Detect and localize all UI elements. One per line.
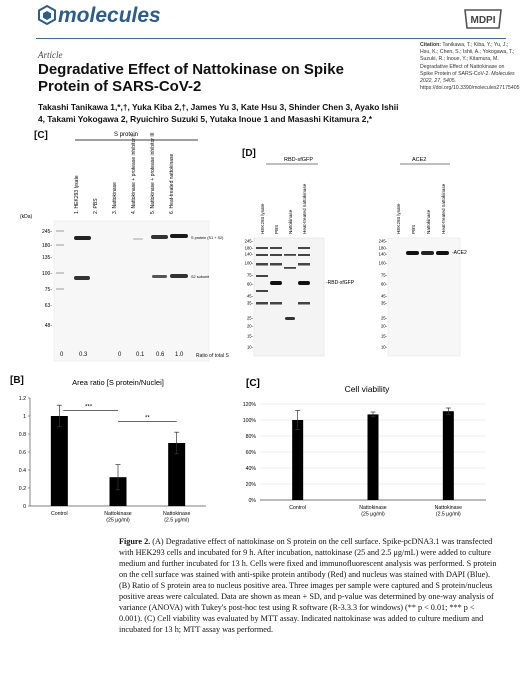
ace2-marker-6: 45- bbox=[380, 293, 387, 299]
category-label-1: Nattokinase (25 μg/ml) bbox=[359, 505, 387, 518]
rbd-lane-label-4: Heat-treated nattokinase bbox=[302, 183, 307, 234]
citation-text: Tanikawa, T.; Kiba, Y.; Yu, J.; Hsu, K.; Chen, S.; Ishii, A.; Yokogawa, T.; Suzuki, R.; Inoue, Y.; Kitamura, M. Degradative Effect of Nattokinase on Spike Protein of SARS-CoV-2. bbox=[420, 42, 515, 77]
kda-marker-5: 63- bbox=[44, 303, 52, 309]
kda-marker-1: 180- bbox=[41, 243, 52, 249]
publisher-logo bbox=[462, 8, 504, 30]
rbd-marker-10: 15- bbox=[246, 333, 253, 339]
kda-marker-4: 75- bbox=[44, 287, 52, 293]
band-lane5-s2 bbox=[152, 275, 167, 278]
header-rule bbox=[36, 38, 506, 39]
y-tick-label: 0.4 bbox=[18, 467, 26, 474]
y-tick-label: 0.6 bbox=[18, 449, 26, 456]
ratio-lane3: 0 bbox=[118, 352, 122, 358]
blot-lane-label-4: 4. Nattokinase + protease inhibitor I bbox=[131, 135, 137, 214]
y-tick-label: 0% bbox=[248, 497, 256, 504]
y-tick-label: 40% bbox=[245, 465, 256, 472]
caption-text: (A) Degradative effect of nattokinase on S protein on the cell surface. Spike-pcDNA3.1 was transfected with HEK293 cells and incubated for 9 h. After incubation, nattokinase (25 and 2.5 μg/mL) were added to culture medium and further incubated for 13 h. Cells were fixed and immunofluorescent analysis was performed. S protein on the cell surface was stained with anti-spike protein antibody (Red) and nucleus was stained with DAPI (Blue). (B) Ratio of S protein area to nucleus positive area. Three images per sample were captured and S protein/nucleus positive areas were calculated. Data are shown as mean + SD, and p-value was determined by one-way analysis of variance (ANOVA) with Tukey's post-hoc test using R software (R-3.3.3 for windows) (** p < 0.01; *** p < 0.001). (C) Cell viability was evaluated by MTT assay. Indicated nattokinase was added to culture medium and incubated for 13 h; MTT assay was performed. bbox=[119, 537, 497, 634]
ace2-marker-1: 180- bbox=[378, 245, 387, 251]
rbd-marker-3: 100- bbox=[244, 260, 253, 266]
journal-name: molecules bbox=[58, 4, 161, 27]
panel-c-western-blot bbox=[18, 128, 240, 364]
bar-1 bbox=[368, 414, 379, 500]
rbd-marker-4: 75- bbox=[246, 272, 253, 278]
ace2-marker-0: 245- bbox=[378, 238, 387, 244]
rbd-band-label: -RBD-sfGFP bbox=[326, 280, 355, 286]
kda-marker-6: 48- bbox=[44, 323, 52, 329]
s-protein-group-label: S protein bbox=[114, 132, 139, 138]
ace2-marker-9: 20- bbox=[380, 323, 387, 329]
blot-lane-label-3: 3. Nattokinase bbox=[112, 182, 118, 214]
svg-text:MDPI: MDPI bbox=[470, 15, 496, 26]
y-tick-label: 0.8 bbox=[18, 431, 26, 438]
y-tick-label: 60% bbox=[245, 449, 256, 456]
ace2-band-pbs bbox=[406, 251, 419, 255]
ace2-marker-10: 15- bbox=[380, 333, 387, 339]
ace2-marker-11: 10- bbox=[380, 344, 387, 350]
band-lane2-s2 bbox=[74, 276, 90, 280]
ace2-lane-label-3: Nattokinase bbox=[426, 209, 431, 234]
ratio-lane6: 1.0 bbox=[175, 352, 184, 358]
rbd-marker-6: 45- bbox=[246, 293, 253, 299]
article-type: Article bbox=[38, 50, 63, 60]
band-lane6-full-s bbox=[170, 234, 188, 238]
y-tick-label: 20% bbox=[245, 481, 256, 488]
citation-label: Citation: bbox=[420, 42, 442, 48]
rbd-degraded-band bbox=[285, 317, 295, 320]
blot-lane-label-2: 2. PBS bbox=[93, 198, 99, 214]
ace2-membrane bbox=[388, 238, 460, 356]
panel-d-western-blots bbox=[240, 150, 510, 360]
ratio-lane1: 0 bbox=[60, 352, 64, 358]
bar-2 bbox=[443, 411, 454, 500]
kda-marker-3: 100- bbox=[41, 271, 52, 277]
y-tick-label: 100% bbox=[242, 417, 256, 424]
ace2-marker-3: 100- bbox=[378, 260, 387, 266]
y-tick-label: 120% bbox=[242, 401, 256, 408]
rbd-marker-5: 60- bbox=[246, 281, 253, 287]
y-tick-label: 1 bbox=[23, 413, 26, 420]
journal-logo-icon bbox=[38, 5, 56, 25]
band-lane2-full-s bbox=[74, 236, 91, 240]
ratio-label: Ratio of total S bbox=[196, 353, 229, 359]
bar-0 bbox=[51, 416, 68, 506]
ratio-lane2: 0.3 bbox=[79, 352, 88, 358]
panel-b-letter: [B] bbox=[10, 375, 24, 386]
ace2-lane-label-4: Heat-treated nattokinase bbox=[441, 183, 446, 234]
rbd-band-heat bbox=[298, 281, 310, 285]
kda-marker-2: 135- bbox=[41, 255, 52, 261]
panel-d-letter: [D] bbox=[242, 148, 256, 159]
category-label-0: Control bbox=[50, 511, 68, 517]
ace2-marker-2: 140- bbox=[378, 251, 387, 257]
ace2-band-natto bbox=[421, 251, 434, 255]
kda-label: (kDa) bbox=[20, 214, 33, 220]
ace2-lane-label-1: HEK293 lysate bbox=[396, 203, 401, 234]
panel-c-blot-letter: [C] bbox=[34, 130, 48, 141]
y-tick-label: 80% bbox=[245, 433, 256, 440]
rbd-lane-label-3: Nattokinase bbox=[288, 209, 293, 234]
significance-mark-2: ** bbox=[144, 415, 150, 422]
rbd-marker-0: 245- bbox=[244, 238, 253, 244]
category-label-1: Nattokinase (25 μg/ml) bbox=[104, 511, 132, 524]
chart-title: Cell viability bbox=[344, 384, 390, 394]
rbd-marker-11: 10- bbox=[246, 344, 253, 350]
ratio-lane5: 0.6 bbox=[156, 352, 165, 358]
y-tick-label: 0 bbox=[23, 503, 26, 510]
s2-band-label: S2 subunit bbox=[191, 275, 209, 279]
ace2-marker-7: 35- bbox=[380, 300, 387, 306]
category-label-2: Nattokinase (2.5 μg/ml) bbox=[162, 511, 191, 524]
ace2-group-label: ACE2 bbox=[412, 157, 427, 163]
area-ratio-chart bbox=[8, 372, 218, 532]
rbd-marker-8: 25- bbox=[246, 315, 253, 321]
rbd-marker-7: 35- bbox=[246, 300, 253, 306]
ratio-row bbox=[18, 352, 248, 362]
band-lane5-full-s bbox=[151, 235, 168, 239]
band-lane6-s2 bbox=[170, 274, 188, 278]
rbd-lane-label-1: HEK293 lysate bbox=[260, 203, 265, 234]
rbd-marker-2: 140- bbox=[244, 251, 253, 257]
rbd-band-pbs bbox=[270, 281, 282, 285]
ace2-lane-label-2: PBS bbox=[411, 224, 416, 234]
ratio-lane4: 0.1 bbox=[136, 352, 145, 358]
blot-membrane bbox=[54, 221, 209, 361]
rbd-lane-label-2: PBS bbox=[274, 224, 279, 234]
citation-doi[interactable]: https://doi.org/10.3390/molecules27175405 bbox=[420, 85, 520, 92]
rbd-marker-1: 180- bbox=[244, 245, 253, 251]
figure-label: Figure 2. bbox=[119, 537, 151, 546]
ace2-marker-8: 25- bbox=[380, 315, 387, 321]
blot-lane-label-5: 5. Nattokinase + protease inhibitor III bbox=[150, 132, 156, 214]
blot-lane-label-1: 1. HEK293 lysate bbox=[74, 175, 80, 214]
band-lane4-faint bbox=[133, 238, 143, 240]
article-title: Degradative Effect of Nattokinase on Spike Protein of SARS-CoV-2 bbox=[38, 61, 344, 95]
s-full-band-label: S protein (S1 + S2) bbox=[191, 236, 224, 240]
author-list: Takashi Tanikawa 1,*,†, Yuka Kiba 2,†, James Yu 3, Kate Hsu 3, Shinder Chen 3, Ayako Ishii 4, Takami Yokogawa 2, Ryuichiro Suzuki 5, Yutaka Inoue 1 and Masashi Kitamura 2,* bbox=[38, 102, 399, 124]
chart-title: Area ratio [S protein/Nuclei] bbox=[72, 378, 164, 387]
panel-c-viability-letter: [C] bbox=[246, 378, 260, 389]
citation-journal: Molecules 2022, 27, 5405. bbox=[420, 70, 515, 85]
category-label-0: Control bbox=[289, 505, 307, 511]
bar-0 bbox=[292, 420, 303, 500]
y-tick-label: 1.2 bbox=[18, 395, 26, 402]
figure-caption bbox=[119, 536, 497, 635]
y-tick-label: 0.2 bbox=[18, 485, 26, 492]
ace2-band-label: -ACE2 bbox=[452, 250, 467, 256]
ace2-band-heat bbox=[436, 251, 449, 255]
ace2-marker-5: 60- bbox=[380, 281, 387, 287]
ace2-marker-4: 75- bbox=[380, 272, 387, 278]
rbd-group-label: RBD-sfGFP bbox=[284, 157, 314, 163]
significance-mark-1: *** bbox=[85, 404, 93, 411]
category-label-2: Nattokinase (2.5 μg/ml) bbox=[434, 505, 463, 518]
kda-marker-0: 245- bbox=[41, 229, 52, 235]
blot-lane-label-6: 6. Heat-treated nattokinase bbox=[169, 153, 175, 214]
cell-viability-chart bbox=[220, 370, 506, 532]
rbd-marker-9: 20- bbox=[246, 323, 253, 329]
citation-box bbox=[420, 42, 518, 92]
